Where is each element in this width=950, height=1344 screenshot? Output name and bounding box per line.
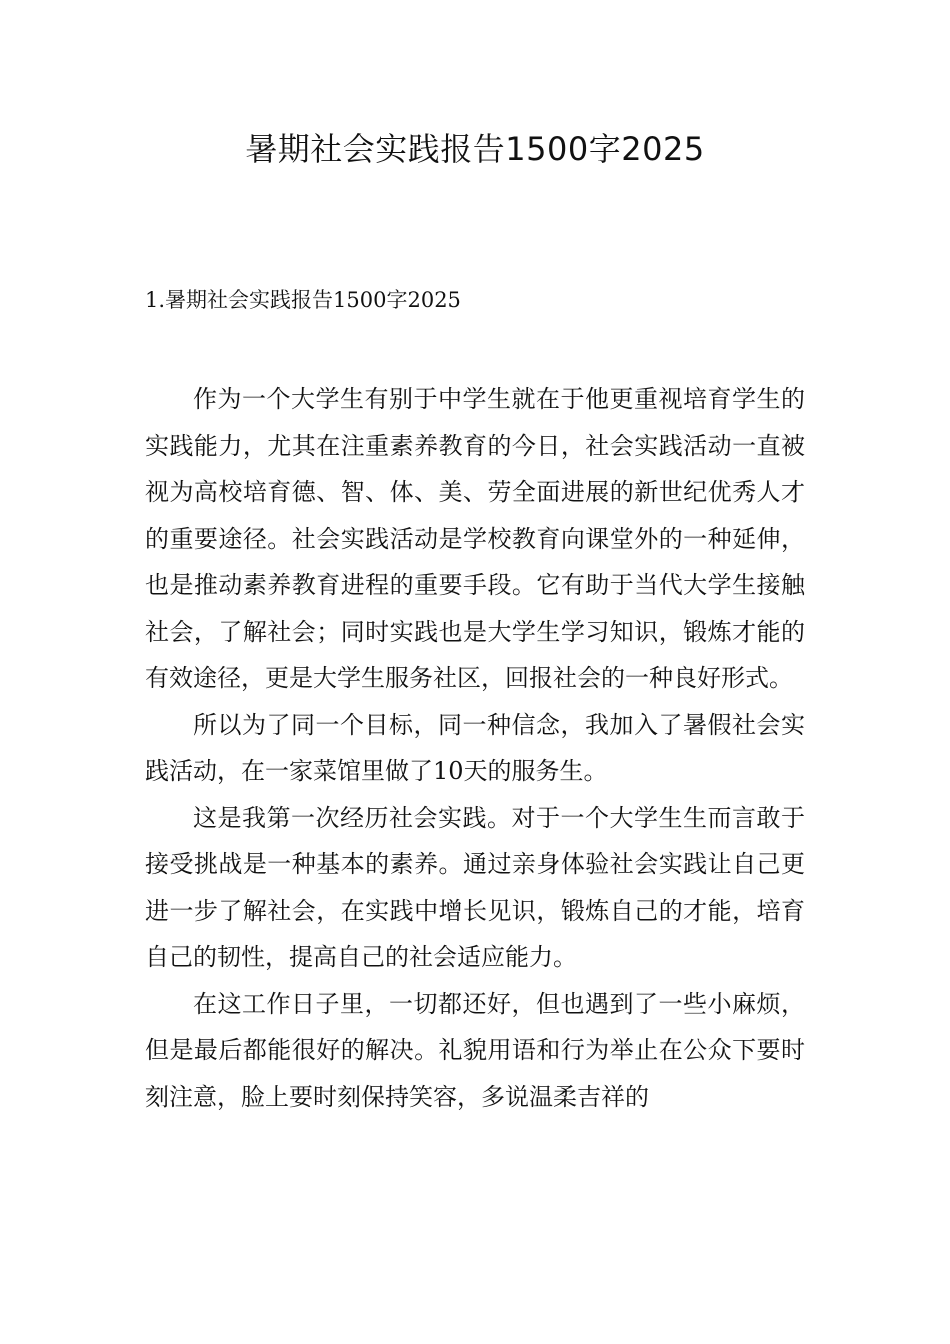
section-heading: 1.暑期社会实践报告1500字2025	[145, 288, 461, 312]
paragraph: 作为一个大学生有别于中学生就在于他更重视培育学生的实践能力，尤其在注重素养教育的今日，社会实践活动一直被视为高校培育德、智、体、美、劳全面进展的新世纪优秀人才的重要途径。社会实践活动是学校教育向课堂外的一种延伸，也是推动素养教育进程的重要手段。它有助于当代大学生接触社会，了解社会；同时实践也是大学生学习知识，锻炼才能的有效途径，更是大学生服务社区，回报社会的一种良好形式。	[145, 385, 805, 692]
paragraph: 所以为了同一个目标，同一种信念，我加入了暑假社会实践活动，在一家菜馆里做了10天的服务生。	[145, 710, 805, 785]
paragraph: 这是我第一次经历社会实践。对于一个大学生生而言敢于接受挑战是一种基本的素养。通过亲身体验社会实践让自己更进一步了解社会，在实践中增长见识，锻炼自己的才能，培育自己的韧性，提高自己的社会适应能力。	[145, 803, 805, 971]
document-title: 暑期社会实践报告1500字2025	[245, 130, 705, 168]
paragraph: 在这工作日子里，一切都还好，但也遇到了一些小麻烦，但是最后都能很好的解决。礼貌用语和行为举止在公众下要时刻注意，脸上要时刻保持笑容，多说温柔吉祥的	[145, 989, 805, 1111]
body-text	[145, 376, 805, 1120]
